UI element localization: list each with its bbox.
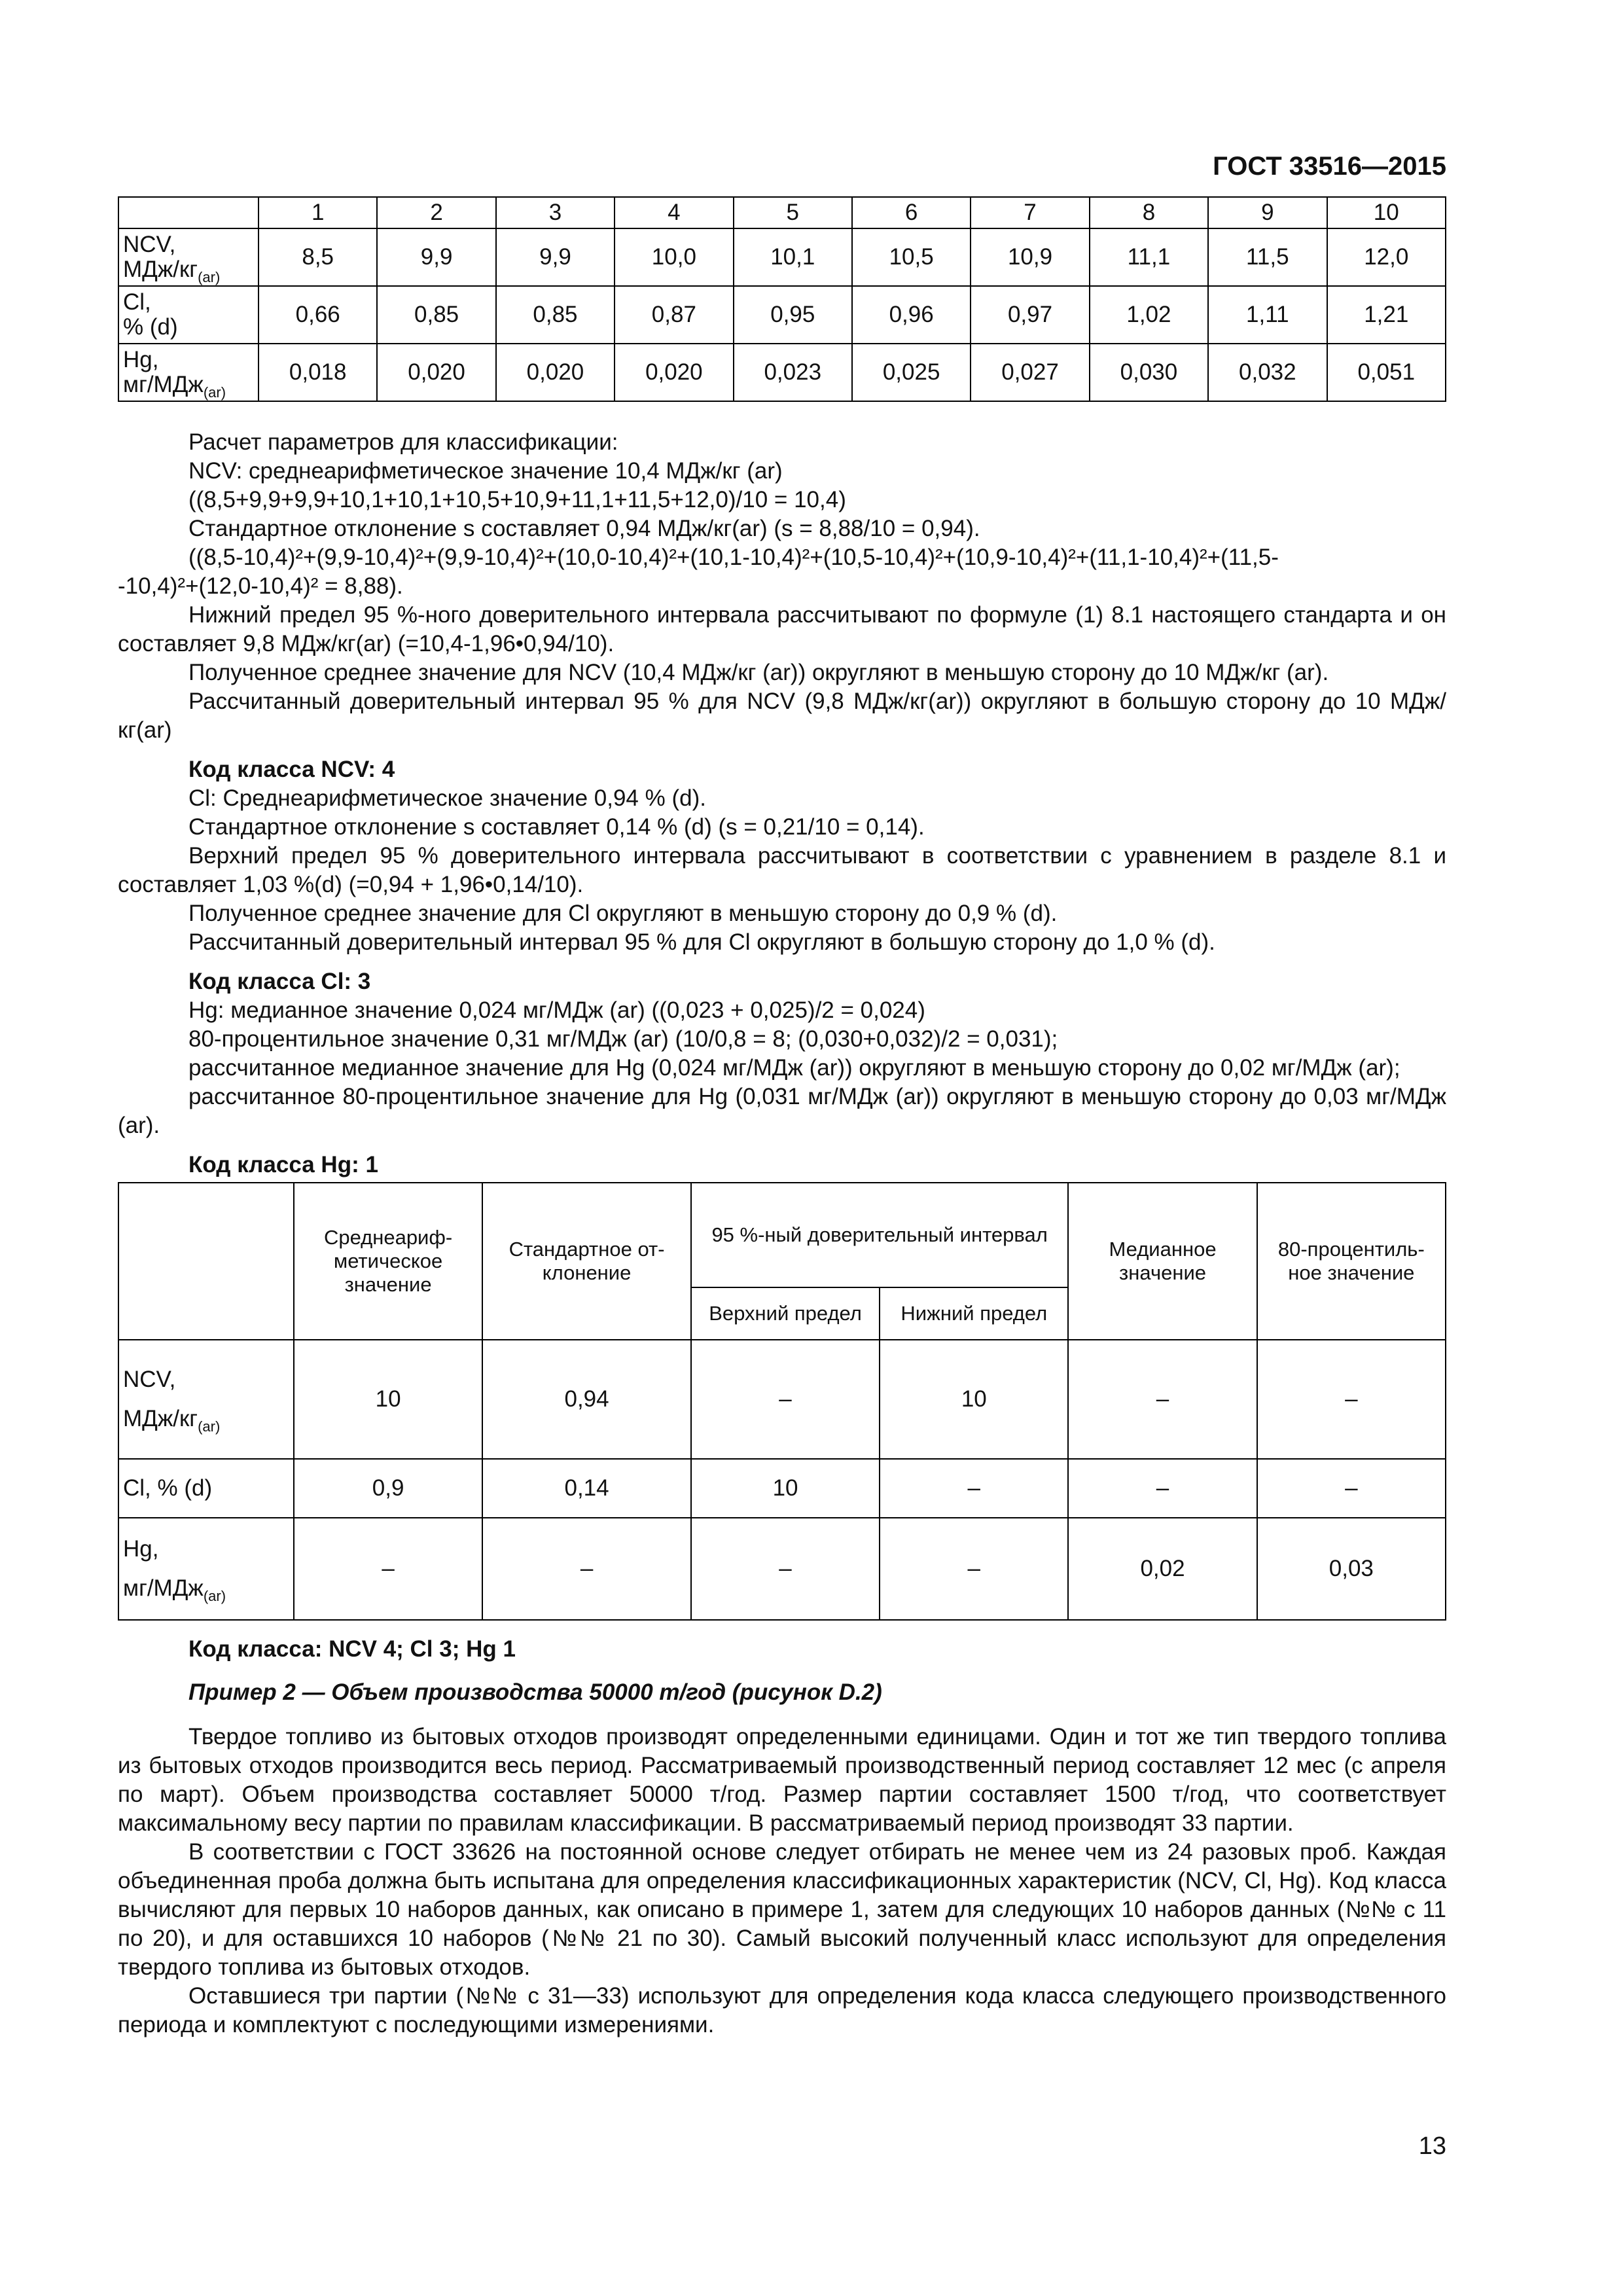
ncv-calculation	[118, 428, 1446, 784]
column-header: 2	[377, 197, 495, 228]
table-cell: 9,9	[377, 228, 495, 286]
text-line: NCV: среднеарифметическое значение 10,4 МДж/кг (ar)	[188, 458, 783, 484]
text-line: Стандартное отклонение s составляет 0,14 % (d) (s = 0,21/10 = 0,14).	[188, 814, 925, 840]
column-header: 7	[971, 197, 1089, 228]
column-header: 10	[1327, 197, 1446, 228]
text-line: ((8,5-10,4)²+(9,9-10,4)²+(9,9-10,4)²+(10,0-10,4)²+(10,1-10,4)²+(10,5-10,4)²+(10,9-10,4)²+(11,1-10,4)²+(11,5-	[188, 545, 1279, 570]
table-cell: 1,21	[1327, 286, 1446, 344]
text-line: Полученное среднее значение для Cl округляют в меньшую сторону до 0,9 % (d).	[188, 901, 1058, 926]
text-line: 80-процентильное значение 0,31 мг/МДж (ar) (10/0,8 = 8; (0,030+0,032)/2 = 0,031);	[188, 1026, 1058, 1052]
column-header: Медианное значение	[1068, 1183, 1257, 1340]
table-cell: 0,94	[482, 1340, 691, 1459]
table-cell: 0,020	[377, 344, 495, 401]
example-text	[118, 1723, 1446, 2039]
table-cell: –	[1257, 1459, 1446, 1518]
text-line: ((8,5+9,9+9,9+10,1+10,1+10,5+10,9+11,1+11,5+12,0)/10 = 10,4)	[188, 487, 846, 512]
table-row	[118, 1518, 1446, 1620]
row-label: NCV, МДж/$кг_{(ar)}$	[118, 1340, 294, 1459]
table-cell: 0,9	[294, 1459, 482, 1518]
table-row	[118, 286, 1446, 344]
table-cell: 10,0	[615, 228, 733, 286]
table-cell: 0,032	[1208, 344, 1327, 401]
table-cell: 0,020	[496, 344, 615, 401]
table-cell: 0,14	[482, 1459, 691, 1518]
table-cell: 0,030	[1090, 344, 1208, 401]
column-header: 5	[734, 197, 852, 228]
page-content	[118, 196, 1446, 2039]
table-corner-cell	[118, 1183, 294, 1340]
table-cell: –	[1068, 1459, 1257, 1518]
table-cell: 0,018	[259, 344, 377, 401]
table-cell: 0,95	[734, 286, 852, 344]
paragraph: Верхний предел 95 % доверительного интервала рассчитывают в соответствии с уравнением в разделе 8.1 и составляет 1,03 %(d) (=0,94 + 1,96•0,14/10).	[118, 843, 1446, 897]
row-label: NCV, МДж/$кг_{(ar)}$	[118, 228, 259, 286]
column-header: 95 %-ный доверительный интервал	[691, 1183, 1069, 1287]
paragraph: рассчитанное 80-процентильное значение для Hg (0,031 мг/МДж (ar)) округляют в меньшую сторону до 0,03 мг/МДж (ar).	[118, 1084, 1446, 1138]
paragraph: Оставшиеся три партии (№№ с 31—33) используют для определения кода класса следующего производственного периода и комплектуют с последующими измерениями.	[118, 1983, 1446, 2037]
table-header-row	[118, 1183, 1446, 1287]
paragraph: Нижний предел 95 %-ного доверительного интервала рассчитывают по формуле (1) 8.1 настоящего стандарта и он составляет 9,8 МДж/кг(ar) (=10,4-1,96•0,94/10).	[118, 602, 1446, 656]
paragraph: Полученное среднее значение для NCV (10,4 МДж/кг (ar)) округляют в меньшую сторону до 10 МДж/кг (ar).	[188, 660, 1329, 685]
row-label: Cl, % (d)	[118, 286, 259, 344]
table-cell: 0,87	[615, 286, 733, 344]
row-label: Hg, мг/МДж$_{(ar)}$	[118, 1518, 294, 1620]
table-cell: 0,027	[971, 344, 1089, 401]
table-cell: 0,02	[1068, 1518, 1257, 1620]
column-header: 4	[615, 197, 733, 228]
class-code-ncv: Код класса NCV: 4	[188, 757, 395, 782]
row-label: Hg, мг/МДж$_{(ar)}$	[118, 344, 259, 401]
table-cell: 0,051	[1327, 344, 1446, 401]
class-code-cl: Код класса Cl: 3	[188, 969, 371, 994]
row-label: Cl, % (d)	[118, 1459, 294, 1518]
page-number: 13	[1418, 2132, 1446, 2160]
text-line: Cl: Среднеарифметическое значение 0,94 % (d).	[188, 785, 706, 811]
table-cell: –	[482, 1518, 691, 1620]
table-row	[118, 1459, 1446, 1518]
example-title: Пример 2 — Объем производства 50000 т/год (рисунок D.2)	[188, 1679, 882, 1705]
text-line: Hg: медианное значение 0,024 мг/МДж (ar) ((0,023 + 0,025)/2 = 0,024)	[188, 997, 925, 1023]
data-table	[118, 196, 1446, 402]
table-cell: –	[691, 1518, 880, 1620]
class-code-hg: Код класса Hg: 1	[188, 1152, 378, 1177]
table-cell: 0,85	[377, 286, 495, 344]
table-cell: –	[1257, 1340, 1446, 1459]
table-cell: 10,1	[734, 228, 852, 286]
table-cell: 0,03	[1257, 1518, 1446, 1620]
table-cell: –	[294, 1518, 482, 1620]
table-cell: 0,97	[971, 286, 1089, 344]
column-header: Верхний предел	[691, 1287, 880, 1340]
table-header-row	[118, 197, 1446, 228]
paragraph: Твердое топливо из бытовых отходов производят определенными единицами. Один и тот же тип твердого топлива из бытовых отходов производится весь период. Рассматриваемый производственный период составляет 12 мес (с апреля по март). Объем производства составляет 50000 т/год. Размер партии составляет 1500 т/год, что соответствует максимальному весу партии по правилам классификации. В рассматриваемый период производят 33 партии.	[118, 1724, 1446, 1836]
paragraph: В соответствии с ГОСТ 33626 на постоянной основе следует отбирать не менее чем из 24 разовых проб. Каждая объединенная проба должна быть испытана для определения классификационных характеристик (NCV, Cl, Hg). Код класса вычисляют для первых 10 наборов данных, как описано в примере 1, затем для следующих 10 наборов данных (№№ с 11 по 20), и для оставшихся 10 наборов (№№ 21 по 30). Самый высокий полученный класс используют для определения твердого топлива из бытовых отходов.	[118, 1839, 1446, 1980]
table-row	[118, 344, 1446, 401]
table-cell: –	[1068, 1340, 1257, 1459]
column-header: 8	[1090, 197, 1208, 228]
table-cell: 1,11	[1208, 286, 1327, 344]
table-cell: 10	[880, 1340, 1068, 1459]
column-header: 6	[852, 197, 971, 228]
table-cell: –	[880, 1518, 1068, 1620]
column-header: Среднеариф-метическое значение	[294, 1183, 482, 1340]
table-cell: –	[691, 1340, 880, 1459]
text-line: Стандартное отклонение s составляет 0,94 МДж/кг(ar) (s = 8,88/10 = 0,94).	[188, 516, 980, 541]
table-cell: 10	[294, 1340, 482, 1459]
column-header: 3	[496, 197, 615, 228]
table-cell: 10,5	[852, 228, 971, 286]
table-row	[118, 1340, 1446, 1459]
column-header: 9	[1208, 197, 1327, 228]
table-cell: 11,1	[1090, 228, 1208, 286]
text-line: Расчет параметров для классификации:	[188, 429, 618, 455]
table-corner-cell	[118, 197, 259, 228]
cl-calculation	[118, 784, 1446, 996]
table-row	[118, 228, 1446, 286]
table-cell: 12,0	[1327, 228, 1446, 286]
column-header: 1	[259, 197, 377, 228]
table-cell: –	[880, 1459, 1068, 1518]
paragraph: Рассчитанный доверительный интервал 95 % для NCV (9,8 МДж/кг(ar)) округляют в большую сторону до 10 МДж/кг(ar)	[118, 689, 1446, 743]
standard-header: ГОСТ 33516—2015	[1213, 152, 1446, 181]
paragraph: рассчитанное медианное значение для Hg (0,024 мг/МДж (ar)) округляют в меньшую сторону до 0,02 мг/МДж (ar);	[188, 1055, 1400, 1081]
summary-class-code: Код класса: NCV 4; Cl 3; Hg 1	[188, 1636, 516, 1662]
summary-table	[118, 1182, 1446, 1621]
text-line: Рассчитанный доверительный интервал 95 % для Cl округляют в большую сторону до 1,0 % (d).	[188, 929, 1215, 955]
table-cell: 9,9	[496, 228, 615, 286]
table-cell: 10	[691, 1459, 880, 1518]
column-header: Стандартное от-клонение	[482, 1183, 691, 1340]
table-cell: 0,85	[496, 286, 615, 344]
table-cell: 0,023	[734, 344, 852, 401]
column-header: Нижний предел	[880, 1287, 1068, 1340]
table-cell: 0,96	[852, 286, 971, 344]
table-cell: 1,02	[1090, 286, 1208, 344]
text-line: -10,4)²+(12,0-10,4)² = 8,88).	[118, 573, 403, 599]
table-cell: 0,020	[615, 344, 733, 401]
hg-calculation	[118, 996, 1446, 1179]
table-cell: 0,66	[259, 286, 377, 344]
table-cell: 8,5	[259, 228, 377, 286]
table-cell: 0,025	[852, 344, 971, 401]
table-cell: 10,9	[971, 228, 1089, 286]
column-header: 80-процентиль-ное значение	[1257, 1183, 1446, 1340]
table-cell: 11,5	[1208, 228, 1327, 286]
